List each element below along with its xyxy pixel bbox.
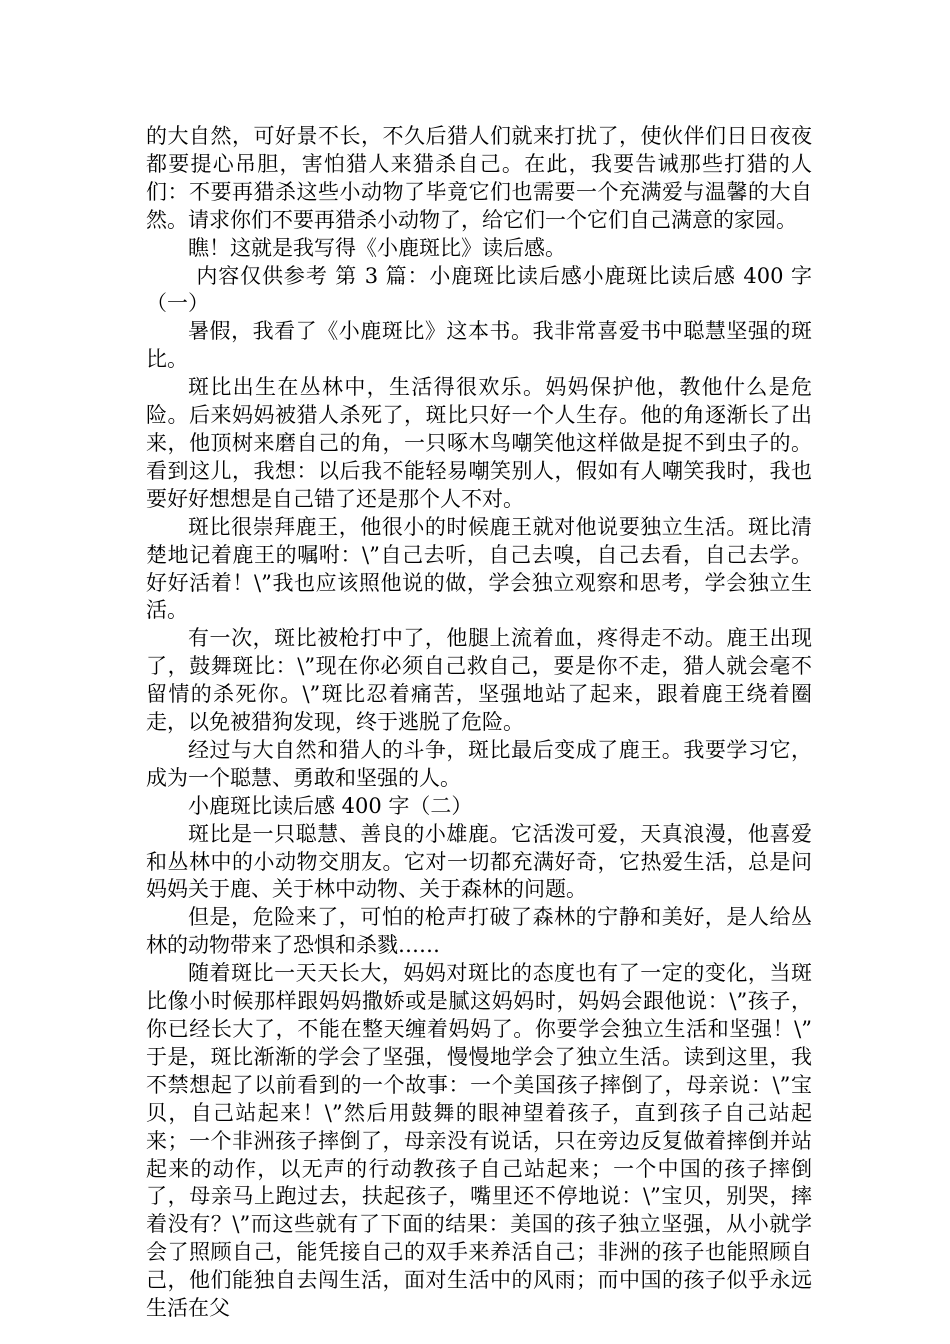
paragraph-continuation: 的大自然，可好景不长，不久后猎人们就来打扰了，使伙伴们日日夜夜都要提心吊胆，害怕猎人来猎杀自己。在此，我要告诫那些打猎的人们：不要再猎杀这些小动物了毕竟它们也需要一个充满爱与温馨的大自然。请求你们不要再猎杀小动物了，给它们一个它们自己满意的家园。 bbox=[146, 124, 812, 232]
paragraph-danger: 但是，危险来了，可怕的枪声打破了森林的宁静和美好，是人给丛林的动物带来了恐惧和杀戮…… bbox=[146, 905, 812, 958]
paragraph-bambi-intro: 斑比是一只聪慧、善良的小雄鹿。它活泼可爱，天真浪漫，他喜爱和丛林中的小动物交朋友。它对一切都充满好奇，它热爱生活，总是问妈妈关于鹿、关于林中动物、关于森林的问题。 bbox=[146, 821, 812, 902]
paragraph-growing-up: 随着斑比一天天长大，妈妈对斑比的态度也有了一定的变化，当斑比像小时候那样跟妈妈撒娇或是腻这妈妈时，妈妈会跟他说：\”孩子，你已经长大了，不能在整天缠着妈妈了。你要学会独立生活和坚强！\” 于是，斑比渐渐的学会了坚强，慢慢地学会了独立生活。读到这里，我不禁想起了以前看到的一个故事：一个美国孩子摔倒了，母亲说：\”宝贝，自己站起来！\”然后用鼓舞的眼神望着孩子，直到孩子自己站起来；一个非洲孩子摔倒了，母亲没有说话，只在旁边反复做着摔倒并站起来的动作，以无声的行动教孩子自己站起来；一个中国的孩子摔倒了，母亲马上跑过去，扶起孩子，嘴里还不停地说：\”宝贝，别哭，摔着没有？\”而这些就有了下面的结果：美国的孩子独立坚强，从小就学会了照顾自己，能凭接自己的双手来养活自己；非洲的孩子也能照顾自己，他们能独自去闯生活，面对生活中的风雨；而中国的孩子似乎永远生活在父 bbox=[146, 961, 812, 1321]
paragraph-birth: 斑比出生在丛林中，生活得很欢乐。妈妈保护他，教他什么是危险。后来妈妈被猎人杀死了，斑比只好一个人生存。他的角逐渐长了出来，他顶树来磨自己的角，一只啄木鸟嘲笑他这样做是捉不到虫子的。看到这儿，我想：以后我不能轻易嘲笑别人，假如有人嘲笑我时，我也要好好想想是自己错了还是那个人不对。 bbox=[146, 375, 812, 511]
paragraph-intro: 暑假，我看了《小鹿斑比》这本书。我非常喜爱书中聪慧坚强的斑比。 bbox=[146, 319, 812, 372]
paragraph-deer-king: 斑比很崇拜鹿王，他很小的时候鹿王就对他说要独立生活。斑比清楚地记着鹿王的嘱咐：\”自己去听，自己去嗅，自己去看，自己去学。好好活着！\”我也应该照他说的做，学会独立观察和思考，学会独立生活。 bbox=[146, 514, 812, 623]
document-page bbox=[146, 123, 812, 1323]
section-heading-essay-two: 小鹿斑比读后感 400 字（二） bbox=[188, 793, 473, 818]
paragraph-conclusion-one: 经过与大自然和猎人的斗争，斑比最后变成了鹿王。我要学习它，成为一个聪慧、勇敢和坚强的人。 bbox=[146, 737, 812, 790]
paragraph-closing-remark: 瞧！这就是我写得《小鹿斑比》读后感。 bbox=[188, 235, 566, 260]
paragraph-shot: 有一次，斑比被枪打中了，他腿上流着血，疼得走不动。鹿王出现了，鼓舞斑比：\”现在你必须自己救自己，要是你不走，猎人就会毫不留情的杀死你。\”斑比忍着痛苦，坚强地站了起来，跟着鹿王绕着圈走，以免被猎狗发现，终于逃脱了危险。 bbox=[146, 626, 812, 735]
section-heading-part-3: 内容仅供参考 第 3 篇：小鹿斑比读后感小鹿斑比读后感 400 字（一） bbox=[146, 263, 812, 316]
